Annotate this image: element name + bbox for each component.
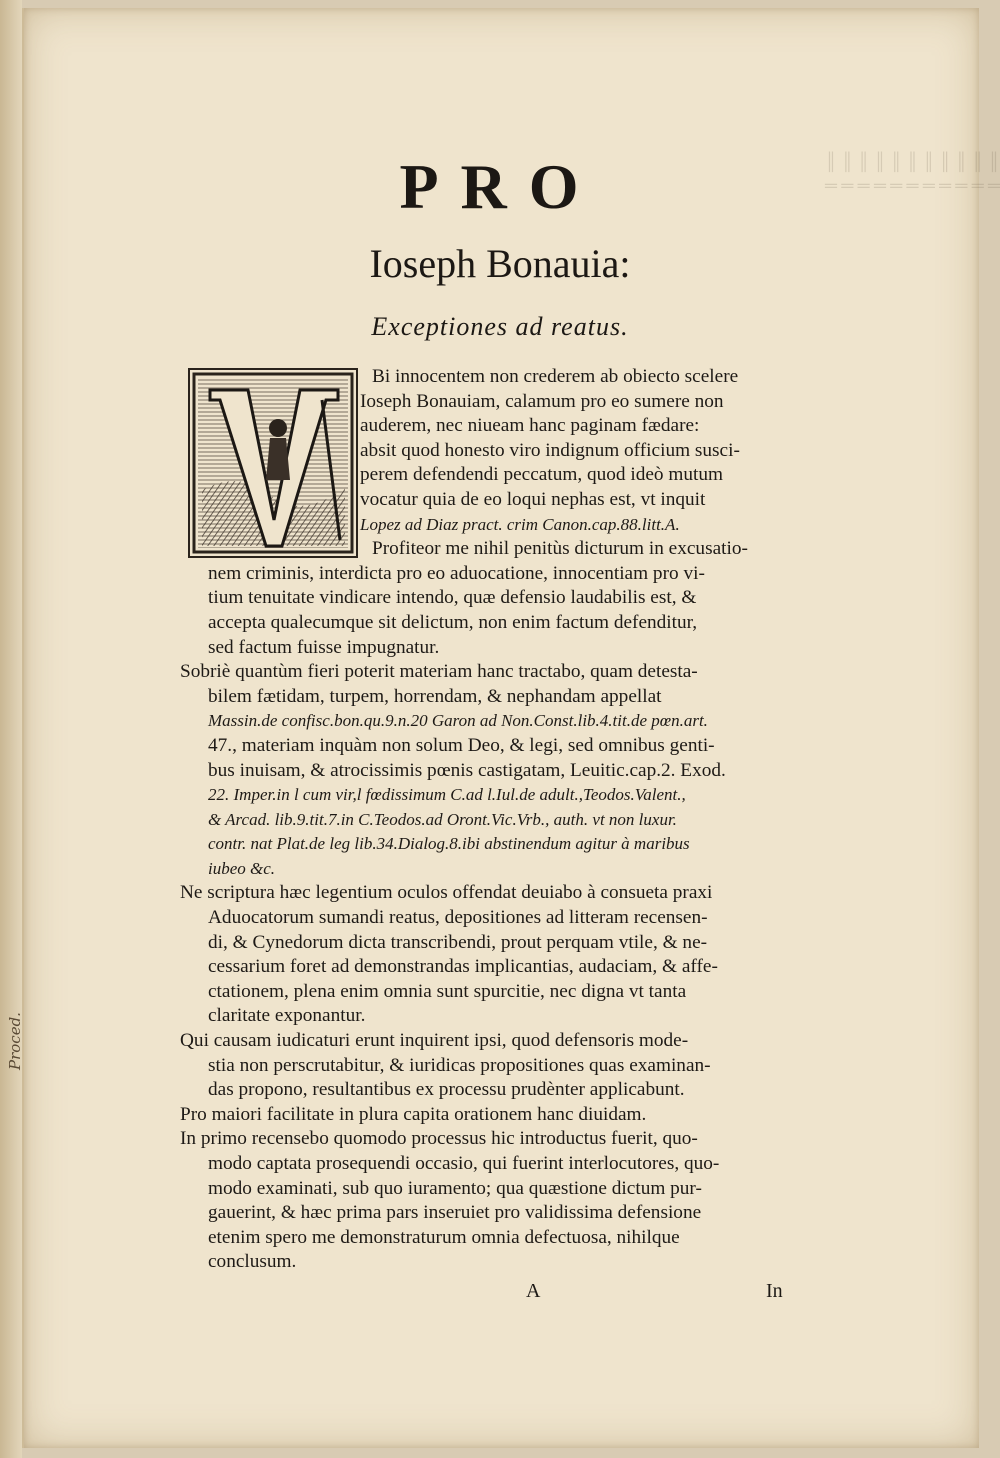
page-title: PRO (399, 151, 601, 222)
text-line: etenim spero me demonstraturum omnia defectuosa, nihilque (208, 1226, 680, 1248)
text-line: modo captata prosequendi occasio, qui fuerint interlocutores, quo- (208, 1153, 720, 1174)
text-line: modo examinati, sub quo iuramento; qua quæstione dictum pur- (208, 1177, 702, 1199)
text-line: sed factum fuisse impugnatur. (208, 636, 440, 658)
margin-note: Proced. (6, 1012, 24, 1070)
text-line: bilem fætidam, turpem, horrendam, & nephandam appellat (208, 685, 662, 707)
text-line: nem criminis, interdicta pro eo aduocatione, innocentiam pro vi- (208, 562, 705, 584)
text-line: ctationem, plena enim omnia sunt spurcitie, nec digna vt tanta (208, 980, 687, 1002)
text-line: absit quod honesto viro indignum officium susci- (360, 439, 740, 461)
text-line: bus inuisam, & atrocissimis pœnis castigatam, Leuitic.cap.2. Exod. (208, 759, 726, 781)
text-line-citation: Massin.de confisc.bon.qu.9.n.20 Garon ad Non.Const.lib.4.tit.de pœn.art. (208, 711, 708, 731)
text-line: 47., materiam inquàm non solum Deo, & legi, sed omnibus genti- (208, 734, 715, 756)
text-line: gauerint, & hæc prima pars inseruiet pro validissima defensione (208, 1202, 702, 1224)
text-line: Ioseph Bonauiam, calamum pro eo sumere non (360, 390, 724, 412)
text-line: Profiteor me nihil penitùs dicturum in excusatio- (372, 538, 748, 560)
text-line-citation: contr. nat Plat.de leg lib.34.Dialog.8.ibi abstinendum agitur à maribus (208, 834, 690, 854)
page-subtitle: Ioseph Bonauia: (369, 241, 631, 286)
text-line-citation: iubeo &c. (208, 858, 276, 878)
paragraph-2 (180, 660, 830, 881)
text-line: cessarium foret ad demonstrandas implicantias, audaciam, & affe- (208, 956, 718, 978)
text-line-citation: & Arcad. lib.9.tit.7.in C.Teodos.ad Oront.Vic.Vrb., auth. vt non luxur. (208, 809, 677, 829)
paragraph-4 (180, 1029, 830, 1103)
text-line-citation: 22. Imper.in l cum vir,l fœdissimum C.ad l.Iul.de adult.,Teodos.Valent., (208, 785, 686, 805)
text-line: perem defendendi peccatum, quod ideò mutum (360, 464, 724, 486)
signature-mark: A (526, 1280, 541, 1302)
text-line: Sobriè quantùm fieri poterit materiam hanc tractabo, quam detesta- (180, 661, 698, 683)
text-line: das propono, resultantibus ex processu prudènter applicabunt. (208, 1079, 685, 1101)
text-line: Bi innocentem non crederem ab obiecto scelere (372, 366, 739, 387)
text-line: auderem, nec niueam hanc paginam fædare: (360, 415, 700, 437)
paragraph-5 (180, 1103, 830, 1128)
text-line: stia non perscrutabitur, & iuridicas propositiones quas examinan- (208, 1054, 711, 1076)
paragraph-6 (180, 1127, 830, 1275)
text-line: Aduocatorum sumandi reatus, depositiones ad litteram recensen- (208, 907, 708, 929)
text-line: vocatur quia de eo loqui nephas est, vt inquit (360, 488, 706, 510)
text-line: Pro maiori facilitate in plura capita orationem hanc diuidam. (180, 1103, 647, 1125)
paragraph-3 (180, 881, 830, 1029)
text-line: Ne scriptura hæc legentium oculos offendat deuiabo à consueta praxi (180, 882, 713, 904)
paragraph-1 (180, 365, 830, 660)
text-line-citation: Lopez ad Diaz pract. crim Canon.cap.88.litt.A. (360, 514, 680, 534)
text-line: accepta qualecumque sit delictum, non enim factum defenditur, (208, 611, 698, 633)
catchword: In (766, 1280, 783, 1302)
text-line: Qui causam iudicaturi erunt inquirent ipsi, quod defensoris mode- (180, 1030, 689, 1052)
body-text (180, 365, 830, 1275)
show-through-text: ║ ║ ║ ║ ║ ║ ║ ║ ║ ║ ║ ═ ═ ═ ═ ═ ═ ═ ═ ═ ═ ═ (825, 152, 1000, 195)
text-line: tium tenuitate vindicare intendo, quæ defensio laudabilis est, & (208, 587, 697, 609)
text-line: In primo recensebo quomodo processus hic introductus fuerit, quo- (180, 1128, 698, 1150)
text-line: di, & Cynedorum dicta transcribendi, prout perquam vtile, & ne- (208, 931, 708, 953)
section-heading: Exceptiones ad reatus. (371, 312, 629, 341)
text-line: claritate exponantur. (208, 1005, 366, 1027)
text-line: conclusum. (208, 1251, 297, 1273)
